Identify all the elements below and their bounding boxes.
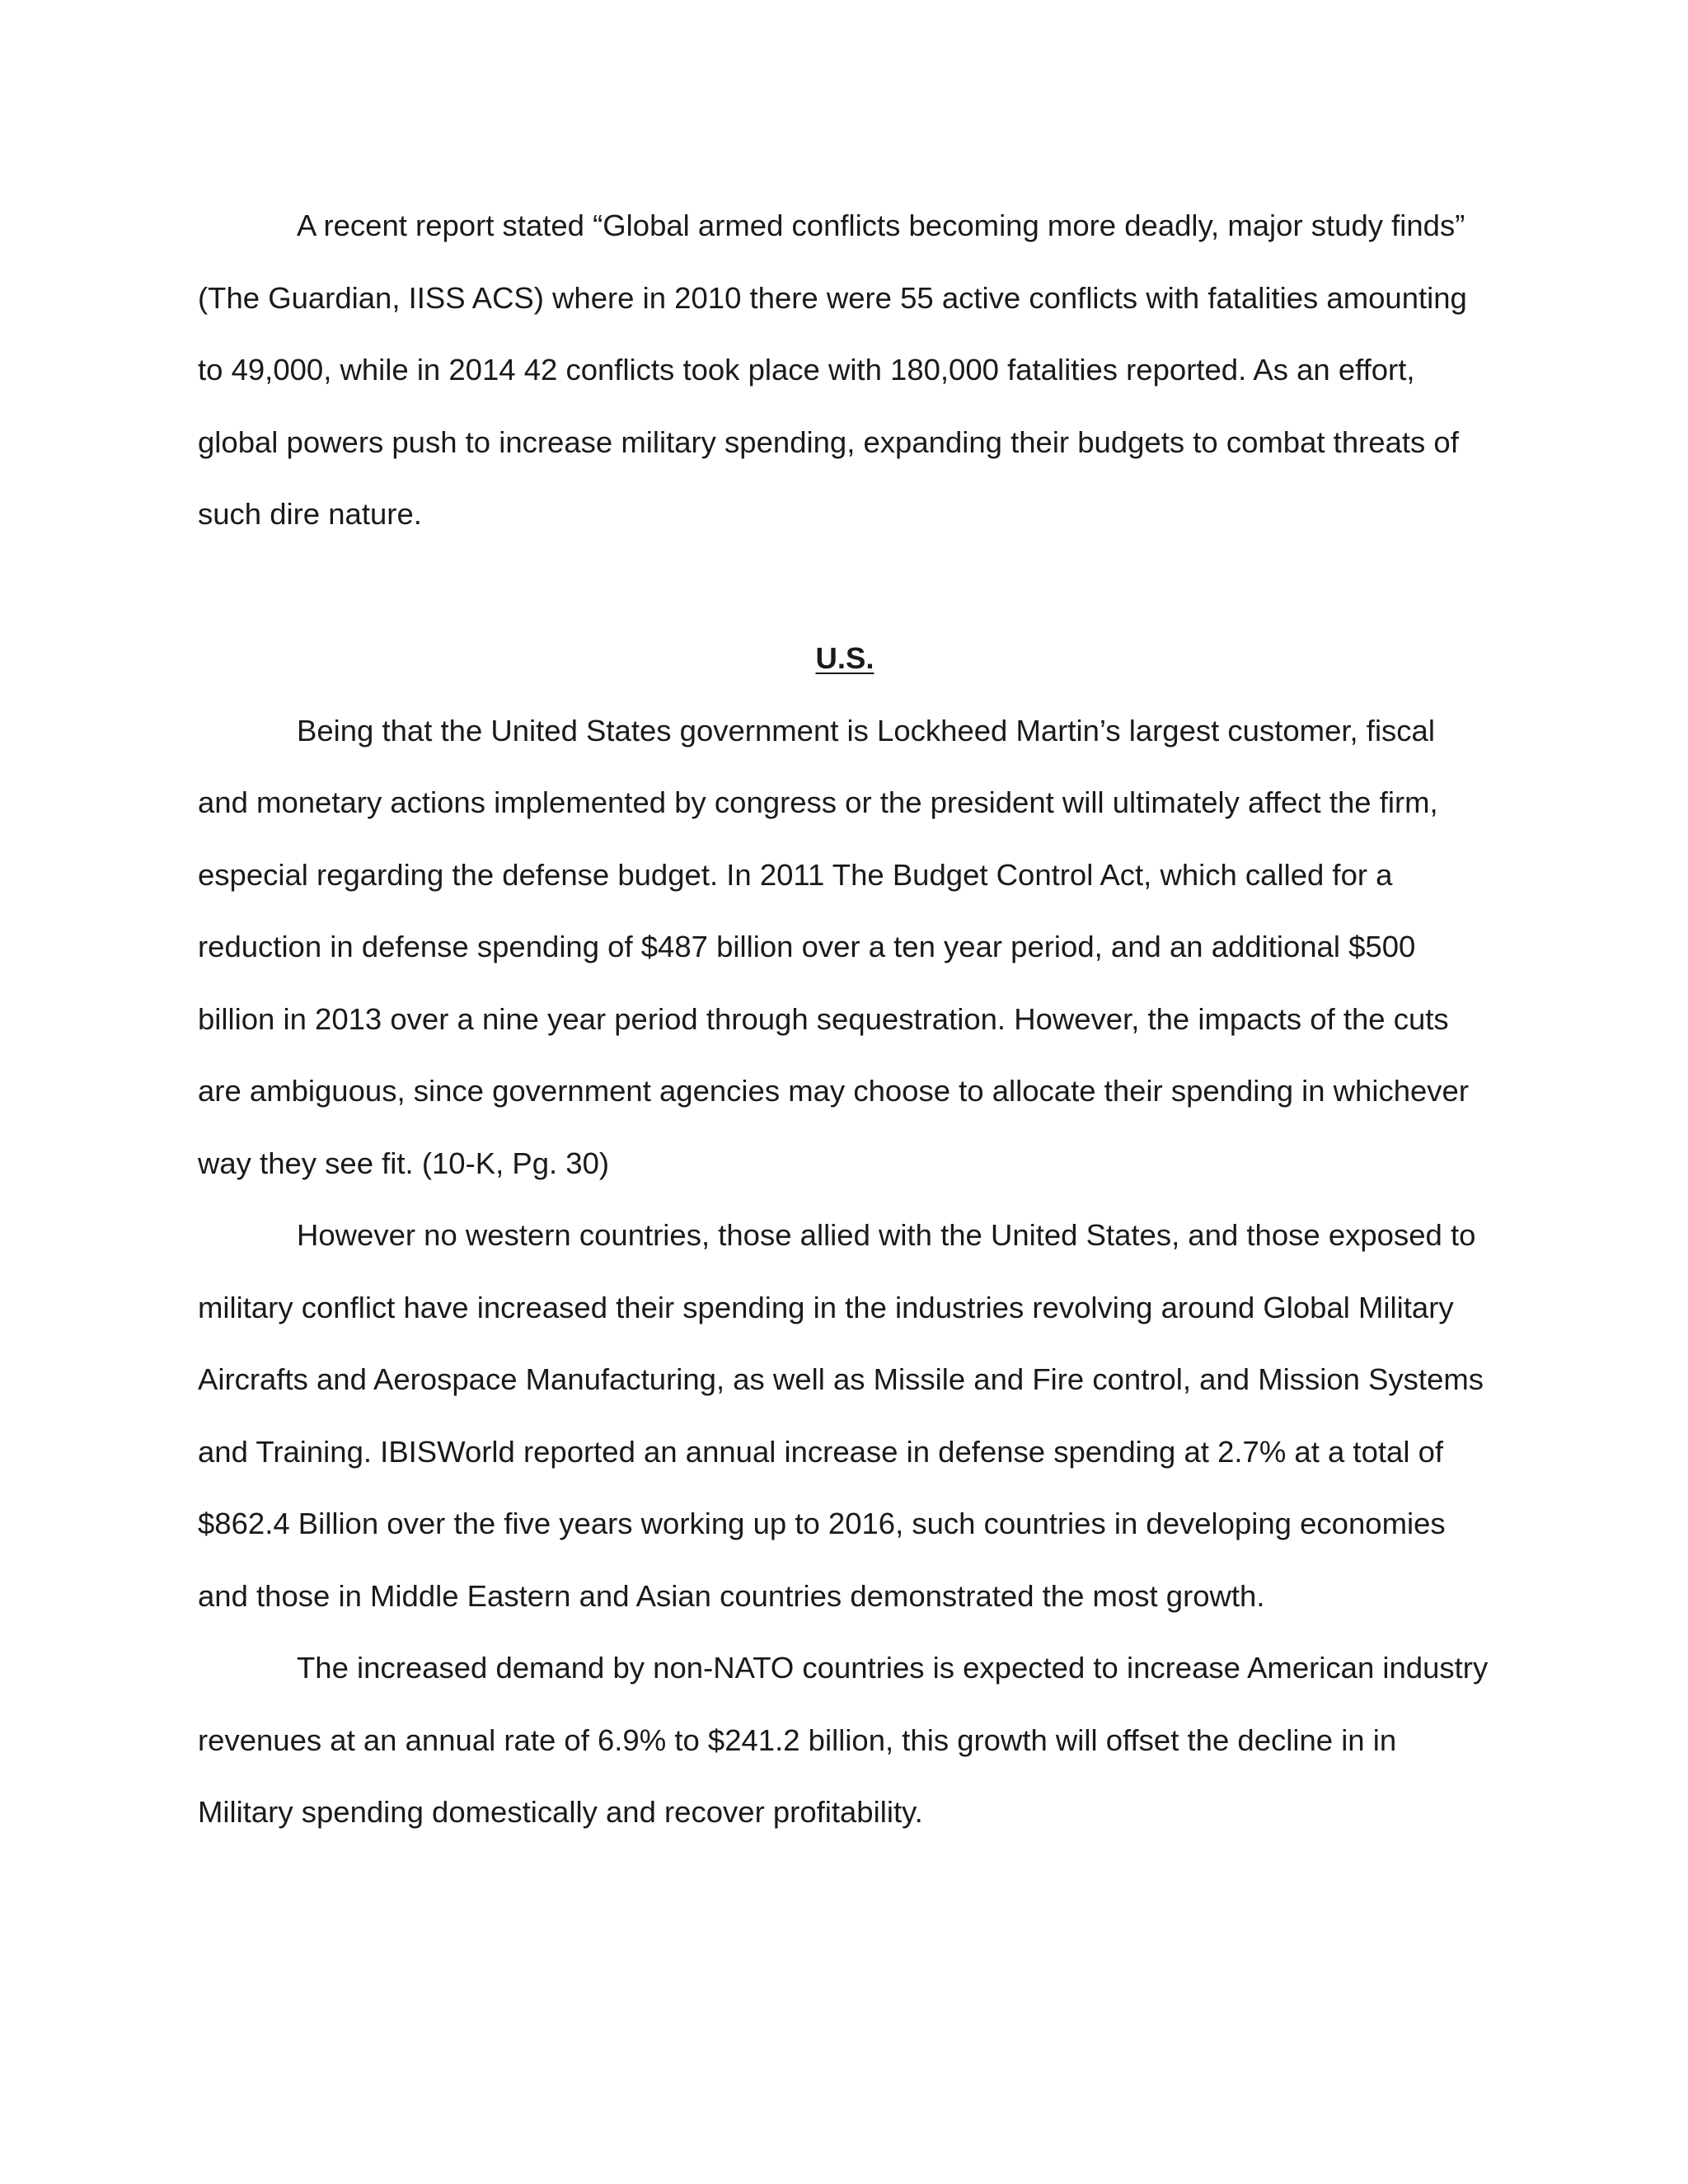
body-paragraph-demand: The increased demand by non-NATO countries is expected to increase American industry revenues at an annual rate of 6.9% to $241.2 billion, this growth will offset the decline in in Military spending domestically and recover profitability. bbox=[198, 1651, 1489, 1829]
document-body bbox=[198, 190, 1492, 1849]
intro-paragraph: A recent report stated “Global armed conflicts becoming more deadly, major study finds” (The Guardian, IISS ACS) where in 2010 there were 55 active conflicts with fatalities amounting to 49,000, while in 2014 42 conflicts took place with 180,000 fatalities reported. As an effort, global powers push to increase military spending, expanding their budgets to combat threats of such dire nature. bbox=[198, 209, 1467, 531]
section-heading: U.S. bbox=[815, 641, 874, 675]
body-paragraph-spending: However no western countries, those allied with the United States, and those exposed to military conflict have increased their spending in the industries revolving around Global Military Aircrafts and Aerospace Manufacturing, as well as Missile and Fire control, and Mission Systems and Training. IBISWorld reported an annual increase in defense spending at 2.7% at a total of $862.4 Billion over the five years working up to 2016, such countries in developing economies and those in Middle Eastern and Asian countries demonstrated the most growth. bbox=[198, 1218, 1484, 1613]
body-paragraph-budget: Being that the United States government is Lockheed Martin’s largest customer, fiscal and monetary actions implemented by congress or the president will ultimately affect the firm, especial regarding the defense budget. In 2011 The Budget Control Act, which called for a reduction in defense spending of $487 billion over a ten year period, and an additional $500 billion in 2013 over a nine year period through sequestration. However, the impacts of the cuts are ambiguous, since government agencies may choose to allocate their spending in whichever way they see fit. (10-K, Pg. 30) bbox=[198, 713, 1470, 1180]
